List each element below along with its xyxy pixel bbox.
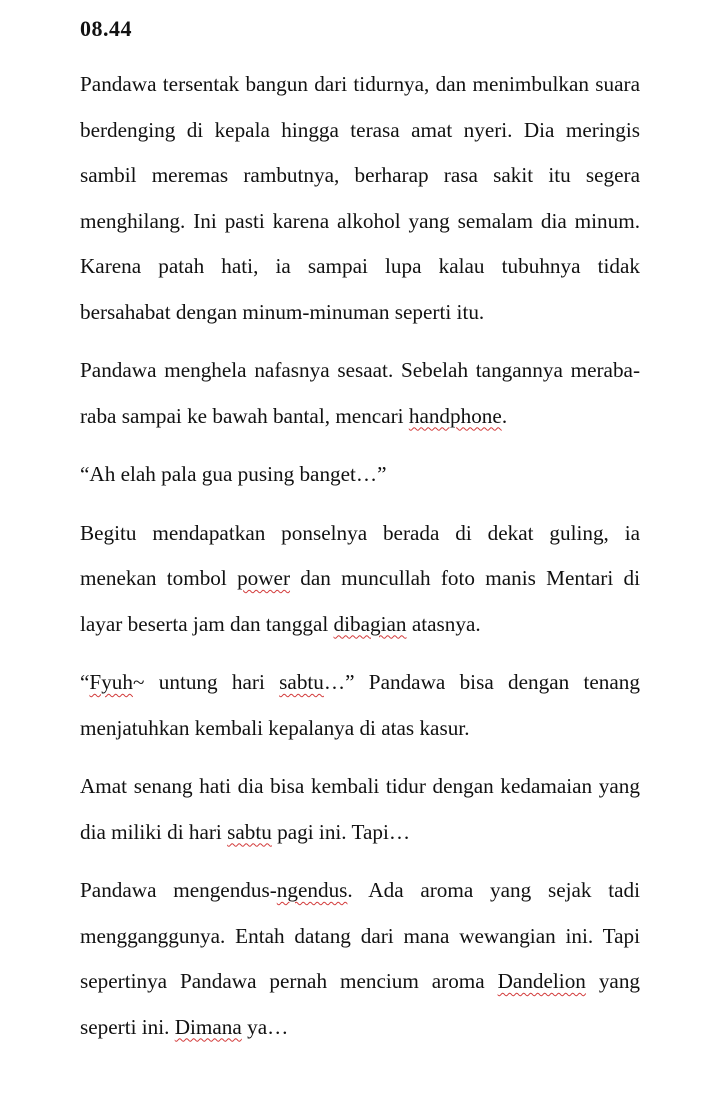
paragraph-7 [80,868,640,1050]
text-segment: ~ untung hari [132,670,280,694]
paragraph-5 [80,660,640,751]
text-segment: Pandawa menghela nafasnya sesaat. Sebelah tangannya meraba-raba sampai ke bawah bantal, mencari [80,358,640,428]
text-segment: pagi ini. Tapi… [271,819,411,844]
spellcheck-word[interactable]: handphone [408,403,502,428]
text-segment: yang seperti ini. [80,969,641,1039]
text-segment: …” Pandawa bisa dengan tenang menjatuhkan kembali kepalanya di atas kasur. [80,670,640,740]
spellcheck-word[interactable]: Dandelion [497,969,586,993]
text-segment: Pandawa tersentak bangun dari tidurnya, dan menimbulkan suara berdenging di kepala hingga terasa amat nyeri. Dia meringis sambil meremas rambutnya, berharap rasa sakit itu segera menghilang. Ini pasti karena alkohol yang semalam dia minum. Karena patah hati, ia sampai lupa kalau tubuhnya tidak bersahabat dengan minum-minuman seperti itu. [80,72,640,324]
text-segment: Begitu mendapatkan ponselnya berada di dekat guling, ia menekan tombol [80,520,640,590]
spellcheck-word[interactable]: ngendus [276,878,348,902]
spellcheck-word[interactable]: sabtu [279,670,324,694]
spellcheck-word[interactable]: Fyuh [89,670,133,694]
time-heading: 08.44 [80,16,132,41]
text-segment: atasnya. [406,611,481,636]
text-segment: Amat senang hati dia bisa kembali tidur dengan kedamaian yang dia miliki di hari [80,774,640,844]
paragraph-6 [80,764,640,855]
text-segment: . Ada aroma yang sejak tadi mengganggunya. Entah datang dari mana wewangian ini. Tapi sepertinya Pandawa pernah mencium aroma [80,878,640,993]
text-segment: . [501,403,508,428]
spellcheck-word[interactable]: Dimana [174,1014,242,1039]
text-segment: ya… [241,1014,289,1039]
text-segment: “ [80,670,90,694]
paragraph-3 [80,452,640,498]
paragraph-2 [80,348,640,439]
spellcheck-word[interactable]: power [237,566,291,590]
document-page [80,0,640,1050]
spellcheck-word[interactable]: sabtu [227,819,272,844]
spellcheck-word[interactable]: dibagian [333,611,407,636]
paragraph-4 [80,511,640,648]
text-segment: dan muncullah foto manis Mentari di layar beserta jam dan tanggal [80,566,640,636]
text-segment: Pandawa mengendus- [80,878,277,902]
text-segment: “Ah elah pala gua pusing banget…” [80,462,387,486]
paragraph-1 [80,62,640,335]
